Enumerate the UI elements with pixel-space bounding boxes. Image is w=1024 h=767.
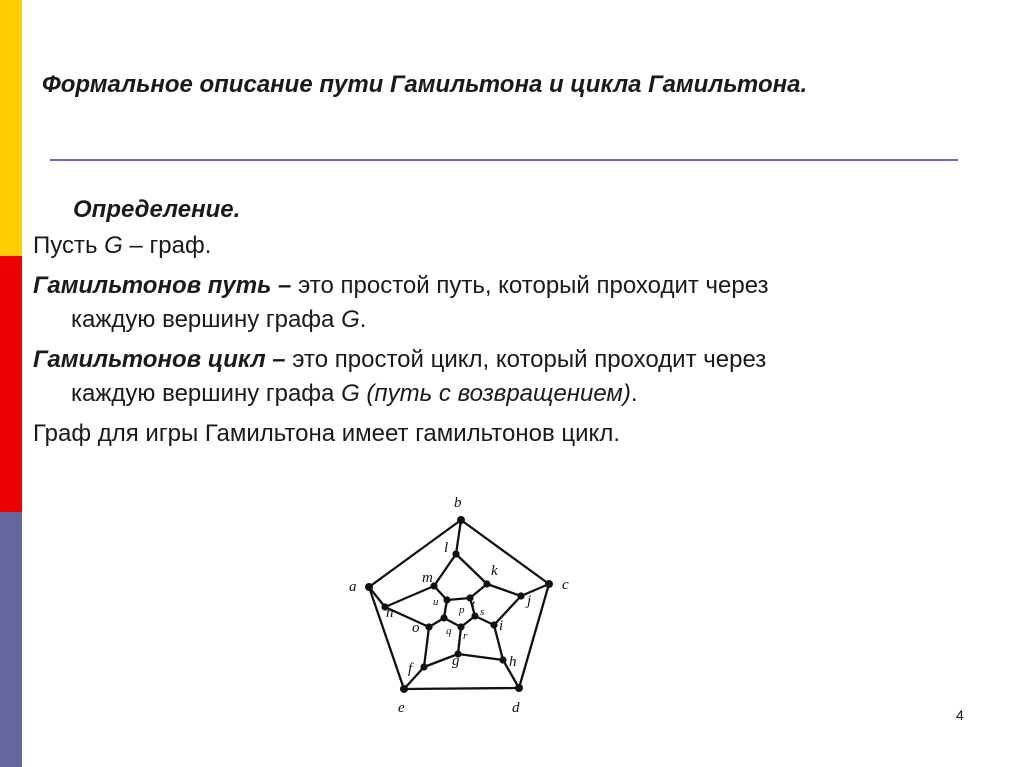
vertex-label-f: f <box>408 661 413 677</box>
vertex-d <box>515 684 523 692</box>
edge-f-o <box>424 627 429 667</box>
vertex-label-p: p <box>459 604 465 616</box>
vertex-q <box>440 614 447 621</box>
vertex-label-c: c <box>562 577 569 593</box>
title-divider <box>50 159 958 161</box>
edge-c-d <box>519 584 549 688</box>
vertex-label-r: r <box>463 630 468 642</box>
indented-line <box>33 377 993 411</box>
edge-m-l <box>434 554 456 586</box>
graph-symbol: G <box>104 232 123 259</box>
text-segment: Пусть <box>33 232 105 259</box>
edge-g-r <box>458 627 461 654</box>
indented-line <box>33 303 993 337</box>
vertex-label-b: b <box>454 495 462 511</box>
vertex-label-o: o <box>412 620 420 636</box>
text-segment: каждую вершину графа <box>71 380 342 407</box>
page-number: 4 <box>956 707 964 723</box>
hamiltonian-cycle-definition <box>33 343 993 411</box>
hamiltonian-path-definition <box>33 269 993 337</box>
vertex-label-l: l <box>444 540 449 556</box>
vertex-label-i: i <box>499 618 504 634</box>
text-segment: каждую вершину графа <box>71 306 342 333</box>
vertex-label-g: g <box>452 653 460 669</box>
edge-k-j <box>487 584 521 596</box>
vertex-b <box>457 516 465 524</box>
dodecahedron-graph <box>336 488 586 718</box>
vertex-label-e: e <box>398 700 405 716</box>
text-segment: . <box>359 306 367 333</box>
accent-bar-blue <box>0 512 22 767</box>
vertex-label-j: j <box>527 593 532 609</box>
term-hamiltonian-path: Гамильтонов путь – <box>33 272 292 299</box>
vertex-h <box>499 656 506 663</box>
vertex-k <box>483 580 490 587</box>
vertex-j <box>517 592 524 599</box>
slide-title: Формальное описание пути Гамильтона и цикла Гамильтона. <box>42 71 808 98</box>
vertex-c <box>545 580 553 588</box>
vertex-l <box>452 550 459 557</box>
edge-c-j <box>521 584 549 596</box>
accent-bar-red <box>0 256 22 512</box>
graph-g-statement <box>33 229 993 263</box>
edge-h-g <box>458 654 503 660</box>
vertex-o <box>425 623 432 630</box>
graph-symbol: G <box>341 380 360 407</box>
vertex-e <box>400 685 408 693</box>
text-segment: – граф. <box>122 232 212 259</box>
edge-b-l <box>456 520 461 554</box>
vertex-label-q: q <box>446 625 452 637</box>
graph-symbol: G <box>341 306 360 333</box>
slide-body <box>33 193 993 457</box>
return-note: (путь с возвращением) <box>366 380 631 407</box>
edge-l-k <box>456 554 487 584</box>
edge-b-c <box>461 520 549 584</box>
vertex-label-a: a <box>349 579 357 595</box>
vertex-label-s: s <box>480 606 485 618</box>
vertex-a <box>365 583 373 591</box>
vertex-f <box>420 663 427 670</box>
text-segment: . <box>630 380 638 407</box>
vertex-label-t: t <box>472 598 476 610</box>
hamilton-game-statement: Граф для игры Гамильтона имеет гамильтонов цикл. <box>33 420 620 447</box>
vertex-label-m: m <box>422 570 433 586</box>
edge-e-f <box>404 667 424 689</box>
vertex-i <box>490 621 497 628</box>
vertex-label-u: u <box>433 596 439 608</box>
vertex-s <box>471 612 478 619</box>
definition-heading: Определение. <box>73 196 241 223</box>
vertex-label-h: h <box>509 654 517 670</box>
accent-bar-yellow <box>0 0 22 256</box>
vertex-label-d: d <box>512 700 520 716</box>
vertex-label-n: n <box>386 605 394 621</box>
edge-d-e <box>404 688 519 689</box>
vertex-u <box>443 596 450 603</box>
vertex-label-k: k <box>491 563 498 579</box>
term-hamiltonian-cycle: Гамильтонов цикл – <box>33 346 286 373</box>
text-segment: это простой путь, который проходит через <box>291 272 769 299</box>
text-segment: это простой цикл, который проходит через <box>285 346 767 373</box>
edge-n-m <box>385 586 434 607</box>
